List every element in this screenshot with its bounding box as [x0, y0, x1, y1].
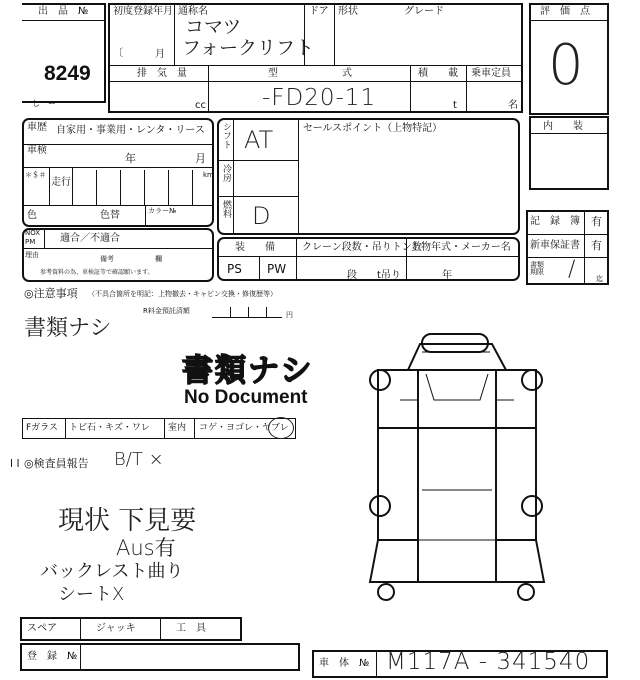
note-2: 欄 [155, 255, 162, 263]
jack-label: ジャッキ [96, 623, 136, 634]
inspection-label: 車検 [27, 145, 47, 156]
reg-no-label: 登 録 № [27, 651, 78, 662]
handwritten-maker: コマツ [185, 16, 242, 38]
caution-detail: （不具合箇所を明記：上物撤去・キャビン交換・修復歴等） [88, 290, 277, 298]
handwritten-notes: 書類ナシ [24, 316, 112, 341]
handwritten-remark-4: シートX [58, 584, 125, 605]
color-no-label: カラー№ [148, 207, 177, 215]
room-label: 室内 [168, 423, 187, 433]
pm-label: PM [25, 238, 36, 246]
crane-unit-1: 段 [347, 270, 357, 281]
color-label: 色 [27, 210, 37, 221]
inspector-label: ◎検査員報告 [24, 457, 89, 470]
ton-label: t [453, 100, 457, 111]
history-options: 自家用・事業用・レンタ・リース [56, 125, 205, 136]
displacement-label: 排 気 量 [137, 68, 187, 79]
caution-label: ◎注意事項 [24, 287, 78, 300]
person-label: 名 [508, 100, 518, 111]
upper-unit: 年 [442, 270, 452, 281]
inspection-month: 月 [195, 152, 206, 165]
model-label: 型 [268, 68, 278, 79]
mileage-label: 走行 [51, 177, 71, 188]
selling-label: セールスポイント（上物特記） [303, 123, 443, 134]
handwritten-fuel: D [252, 202, 271, 230]
no-document-stamp [174, 345, 354, 407]
recolor-label: 色替 [100, 210, 120, 221]
upper-label: 上物年式・メーカー名 [411, 242, 511, 253]
handwritten-model-name: フォークリフト [182, 37, 315, 59]
fuel-label: 燃料 [221, 200, 231, 218]
spare-label: スペア [27, 623, 57, 634]
yen-label: 円 [286, 311, 293, 319]
load-label: 積 載 [418, 68, 458, 79]
nox-status: 適合／不適合 [60, 233, 120, 244]
handwritten-remark-3: バックレスト曲り [40, 561, 184, 582]
note-1: 備考 [100, 255, 114, 263]
ac-label: 冷房 [221, 164, 231, 182]
stamp-line-2: No Document [184, 387, 308, 408]
room-circle-mark [268, 417, 294, 439]
mileage-prefix: ＊＄＃ [25, 171, 46, 179]
chassis-label: 車 体 № [319, 658, 370, 669]
record-book-label: 記 録 簿 [530, 216, 580, 227]
shape-label: 形状 [338, 6, 358, 17]
inspection-year: 年 [125, 152, 136, 165]
ps-label: PS [227, 262, 242, 276]
handwritten-rating: 0 [548, 33, 584, 98]
grade-label: グレード [404, 6, 444, 17]
tools-label: 工 具 [176, 623, 206, 634]
handwritten-records: / [568, 257, 576, 282]
handwritten-remark-1: 現状 下見要 [58, 506, 197, 536]
margin-tick: l l [10, 457, 20, 470]
door-label: ドア [309, 6, 329, 17]
shift-label: シフト [221, 122, 231, 149]
reason-label: 理由 [25, 251, 39, 259]
equip-label: 装 備 [235, 242, 275, 253]
type-label: 式 [342, 68, 352, 79]
reg-month-label: 月 [155, 49, 165, 60]
crane-label: クレーン段数・吊りトン数 [302, 242, 422, 253]
note-3: 参考資料の為、車検証等で確認願います。 [40, 269, 154, 276]
pw-label: PW [267, 262, 287, 276]
stamp-line-1: 書類ナシ [182, 353, 314, 388]
handwritten-inspector: B/T × [114, 449, 164, 470]
name-label: 通称名 [178, 6, 208, 17]
docs-deadline-label: 書類期限 [530, 261, 544, 276]
interior-label: 内 装 [543, 121, 583, 132]
lot-box [22, 3, 106, 103]
cc-label: cc [195, 100, 206, 111]
reg-bracket: 〔 [113, 48, 123, 59]
warranty-value: 有 [591, 239, 602, 252]
handwritten-shift: AT [244, 126, 274, 154]
glass-options: トビ石・キズ・ワレ [69, 423, 150, 433]
room-options: コゲ・ヨゴレ・ヤブレ [199, 423, 289, 433]
deadline-unit: 迄 [596, 275, 603, 283]
glass-label: Fガラス [26, 423, 58, 433]
warranty-label: 新車保証書 [530, 240, 580, 251]
lot-number: 8249 [44, 62, 91, 85]
nox-label: NOX [25, 229, 41, 237]
vehicle-damage-diagram [360, 330, 550, 602]
recycle-amount-box [212, 304, 282, 318]
capacity-label: 乗車定員 [471, 68, 511, 79]
handwritten-chassis: M117A - 341540 [386, 649, 591, 675]
rating-label: 評 価 点 [540, 6, 590, 17]
margin-mark: し ー [32, 99, 56, 108]
handwritten-model-code: -FD20-11 [262, 85, 377, 111]
history-label: 車歴 [27, 122, 47, 133]
handwritten-remark-2: Aus有 [116, 536, 176, 560]
crane-unit-2: t吊り [377, 270, 401, 281]
recycle-label: R料金預託済額 [143, 307, 190, 315]
record-book-value: 有 [591, 215, 602, 228]
lot-label: 出 品 № [38, 6, 89, 17]
reg-year-label: 初度登録年月 [113, 6, 173, 17]
km-label: km [203, 171, 214, 179]
